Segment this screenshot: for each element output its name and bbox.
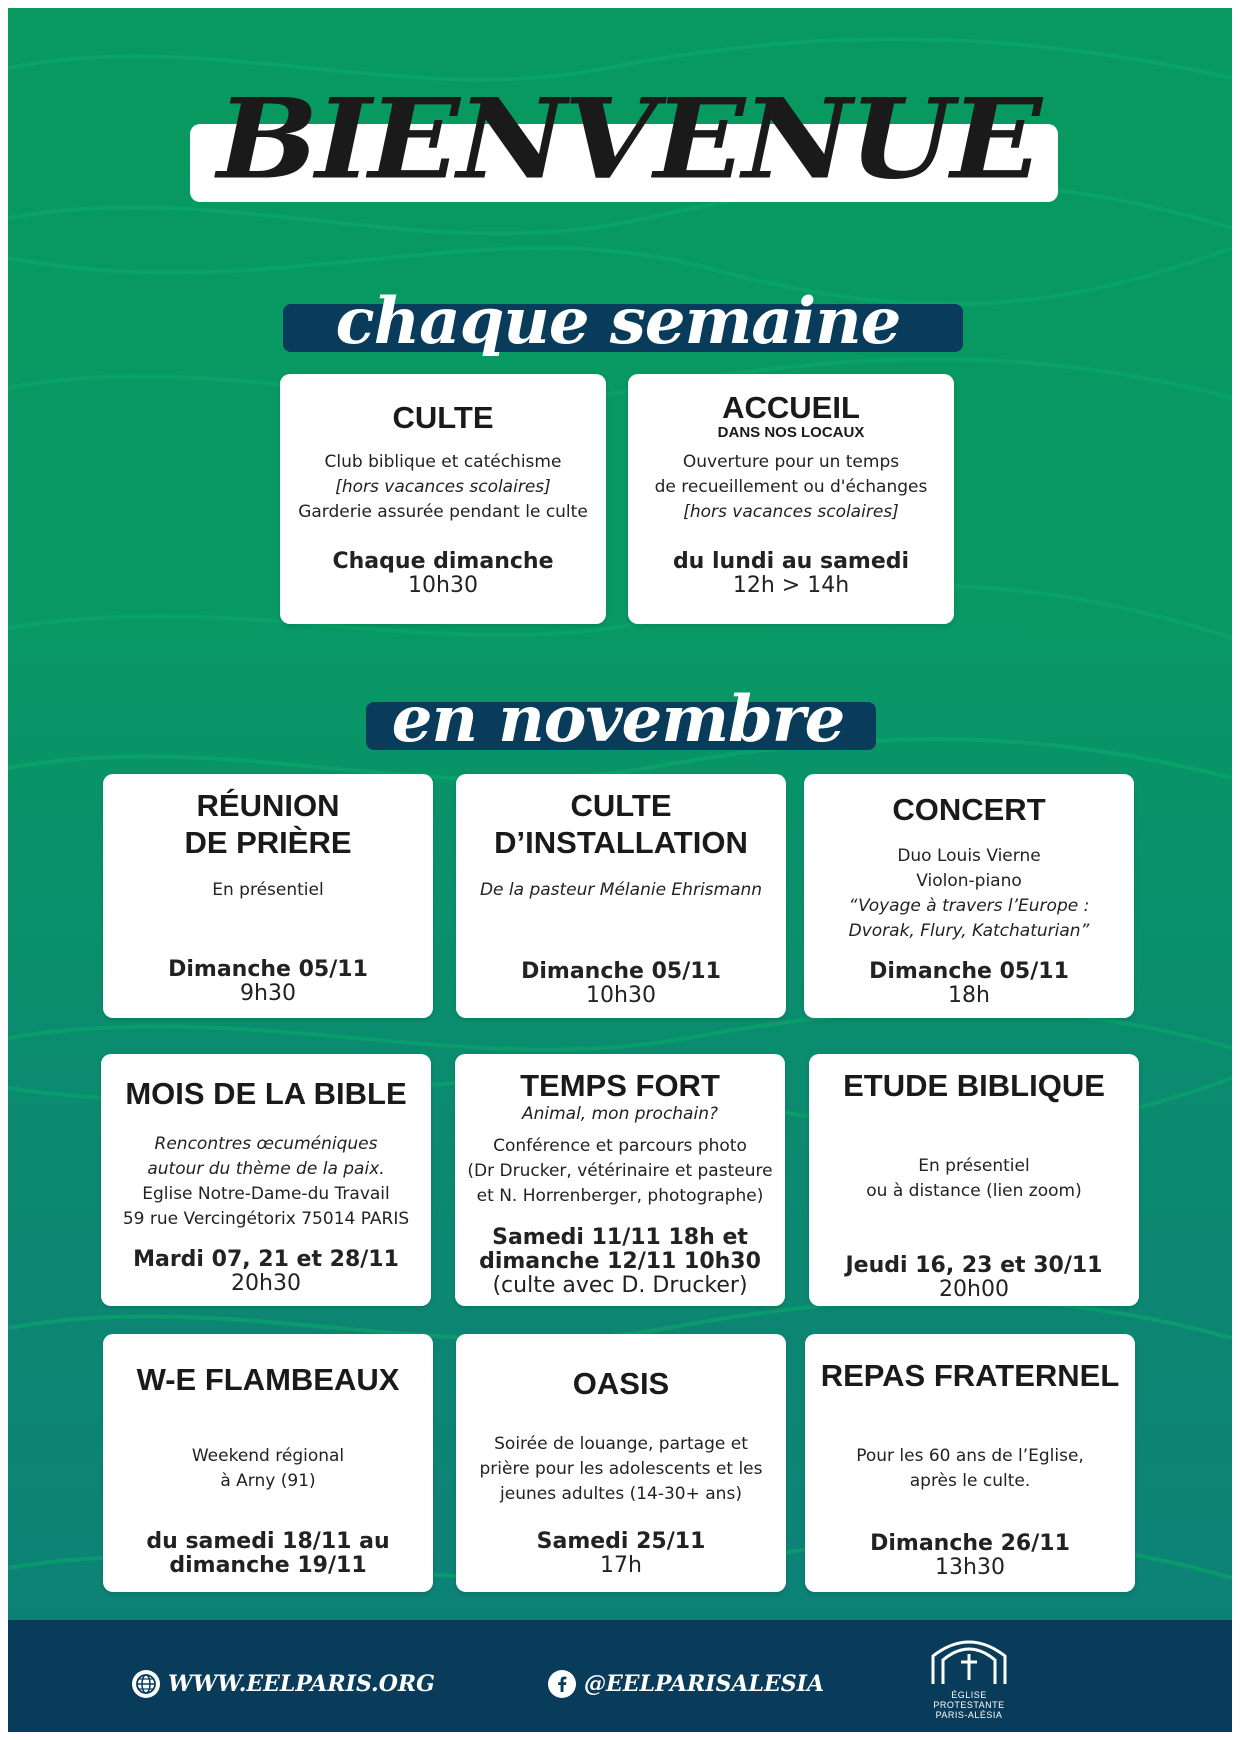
card-when: du samedi 18/11 au dimanche 19/11 [146,1529,390,1578]
page-title: BIENVENUE [216,74,1040,205]
card-title: CULTE [392,400,494,435]
card-title: ETUDE BIBLIQUE [843,1068,1105,1103]
card-when: Dimanche 05/11 [521,959,721,984]
card-description: Rencontres œcuméniques autour du thème de la paix. Eglise Notre-Dame-du Travail 59 rue Vercingétorix 75014 PARIS [122,1134,410,1229]
card-title: RÉUNION DE PRIÈRE [184,788,352,860]
card-culte-installation [456,774,786,1018]
section-title-weekly: chaque semaine [335,284,901,359]
card-hour: 9h30 [240,981,296,1006]
website-text: WWW.EELPARIS.ORG [168,1671,435,1697]
card-accueil [628,374,954,624]
card-description: En présentiel [212,880,324,900]
card-description: Ouverture pour un temps de recueillement ou d'échanges [hors vacances scolaires] [654,452,928,522]
card-title: MOIS DE LA BIBLE [125,1076,407,1111]
footer [8,1620,1232,1732]
card-when: Jeudi 16, 23 et 30/11 [845,1253,1103,1278]
facebook-text: @EELPARISALESIA [584,1671,825,1697]
card-subtitle: DANS NOS LOCAUX [717,424,865,441]
card-repas-fraternel [805,1334,1135,1592]
card-title: TEMPS FORT [520,1068,720,1103]
card-title: W-E FLAMBEAUX [136,1362,400,1397]
card-title: REPAS FRATERNEL [820,1358,1120,1393]
card-description: Soirée de louange, partage et prière pour les adolescents et les jeunes adultes (14-30+ ans) [479,1434,763,1504]
card-when: Samedi 11/11 18h et dimanche 12/11 10h30 [479,1225,761,1274]
card-hour: 13h30 [935,1555,1005,1580]
card-description: Duo Louis Vierne Violon-piano “Voyage à travers l’Europe : Dvorak, Flury, Katchaturian” [848,846,1090,941]
facebook-link[interactable] [548,1670,824,1698]
card-when: Mardi 07, 21 et 28/11 [133,1247,399,1272]
card-when: du lundi au samedi [672,549,910,574]
card-culte [280,374,606,624]
card-description: Club biblique et catéchisme [hors vacances scolaires] Garderie assurée pendant le culte [298,452,588,522]
card-description: Weekend régional à Arny (91) [191,1446,345,1491]
card-temps-fort [455,1054,785,1306]
card-when: Dimanche 05/11 [168,957,368,982]
poster [8,8,1232,1732]
card-hour: 20h30 [231,1271,301,1296]
card-mois-bible [101,1054,431,1306]
card-title: OASIS [572,1366,670,1401]
section-title-november: en novembre [391,682,845,757]
card-etude-biblique [809,1054,1139,1306]
card-hour: 17h [600,1553,642,1578]
facebook-icon [548,1670,576,1698]
website-link[interactable] [132,1670,435,1698]
card-hour: 10h30 [408,573,478,598]
globe-icon [132,1670,160,1698]
card-oasis [456,1334,786,1592]
card-description: De la pasteur Mélanie Ehrismann [479,880,763,900]
card-when: Samedi 25/11 [536,1529,706,1554]
card-title: CONCERT [892,792,1046,827]
card-hour: 12h > 14h [732,573,850,598]
card-description: Pour les 60 ans de l’Eglise, après le culte. [856,1446,1084,1491]
card-title: CULTE D’INSTALLATION [494,788,748,860]
card-hour: (culte avec D. Drucker) [492,1273,748,1298]
card-hour: 18h [948,983,990,1008]
card-when: Chaque dimanche [332,549,554,574]
card-description: Conférence et parcours photo (Dr Drucker, vétérinaire et pasteure et N. Horrenberger, photographe) [467,1136,773,1206]
card-when: Dimanche 26/11 [870,1531,1070,1556]
card-subtitle: Animal, mon prochain? [521,1104,718,1124]
card-we-flambeaux [103,1334,433,1592]
card-description: En présentiel ou à distance (lien zoom) [866,1156,1082,1201]
card-title: ACCUEIL [722,390,860,425]
church-logo: ÉGLISE PROTESTANTE PARIS-ALÉSIA [924,1634,1014,1720]
card-concert [804,774,1134,1018]
card-when: Dimanche 05/11 [869,959,1069,984]
card-hour: 10h30 [586,983,656,1008]
card-reunion-priere [103,774,433,1018]
card-hour: 20h00 [939,1277,1009,1302]
